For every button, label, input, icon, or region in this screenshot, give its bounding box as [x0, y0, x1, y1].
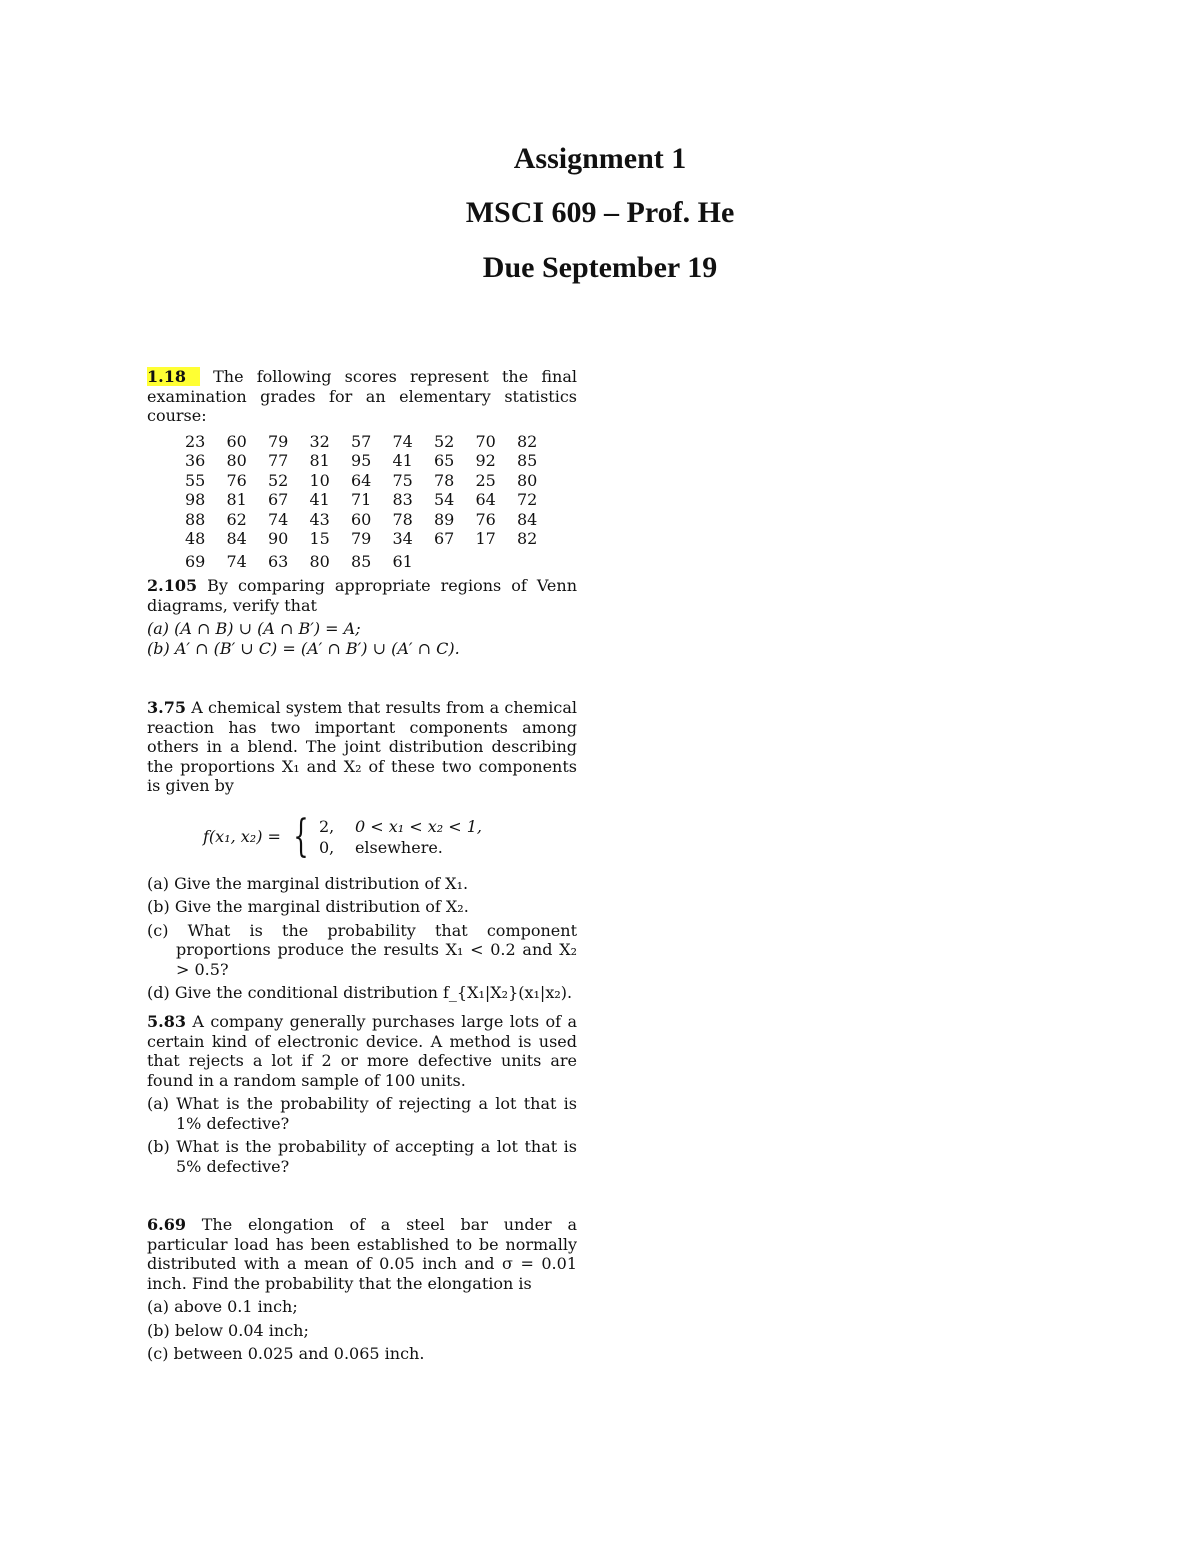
score-cell: 75	[392, 470, 413, 490]
part-a: (a) Give the marginal distribution of X₁.	[147, 873, 469, 893]
problem-text: The elongation of a steel bar under a particular load has been established to be normally distributed with a mean of 0.05 inch and σ = 0.01 inch. Find the probability that the elongation is	[147, 1215, 577, 1293]
score-cell: 89	[434, 509, 455, 529]
score-cell: 65	[434, 451, 455, 470]
score-cell: 67	[434, 529, 455, 548]
brace-symbol: {	[293, 810, 309, 862]
score-cell: 80	[517, 470, 538, 490]
score-cell: 74	[268, 509, 289, 529]
score-row	[185, 510, 559, 530]
score-cell: 79	[268, 431, 289, 451]
due-date: Due September 19	[482, 251, 718, 284]
problem-number: 5.83	[147, 1012, 186, 1031]
formula-cases	[319, 816, 482, 858]
score-cell: 98	[185, 490, 206, 509]
score-row	[185, 549, 559, 572]
score-cell: 74	[226, 551, 247, 571]
problem-5-83	[147, 1012, 577, 1176]
score-row	[185, 451, 559, 471]
score-cell: 76	[475, 509, 496, 529]
score-cell: 60	[226, 431, 247, 451]
score-cell: 78	[434, 470, 455, 490]
score-cell: 78	[392, 509, 413, 529]
problem-text: By comparing appropriate regions of Venn diagrams, verify that	[147, 576, 577, 615]
part-b: (b) A′ ∩ (B′ ∪ C) = (A′ ∩ B′) ∪ (A′ ∩ C).	[147, 638, 460, 658]
problem-1-18	[147, 367, 577, 571]
part-d: (d) Give the conditional distribution f_{X₁|X₂}(x₁|x₂).	[147, 983, 573, 1002]
part-b: (b) Give the marginal distribution of X₂.	[147, 897, 469, 916]
score-cell: 84	[517, 509, 538, 529]
score-cell: 17	[475, 529, 496, 548]
score-cell: 64	[475, 490, 496, 509]
course-title: MSCI 609 – Prof. He	[465, 196, 735, 229]
score-cell: 92	[475, 451, 496, 470]
score-cell: 95	[351, 451, 372, 470]
score-cell: 10	[309, 470, 330, 490]
score-cell: 82	[517, 529, 538, 548]
case-2	[319, 837, 482, 858]
score-cell: 84	[226, 529, 247, 548]
problem-number: 3.75	[147, 698, 186, 717]
score-cell: 70	[475, 431, 496, 451]
problem-number: 1.18	[147, 367, 200, 386]
score-cell: 54	[434, 490, 455, 509]
score-cell: 63	[268, 551, 289, 571]
formula-lhs: f(x₁, x₂) =	[203, 826, 281, 846]
score-row	[185, 432, 559, 452]
score-cell: 61	[392, 551, 413, 571]
score-cell: 23	[185, 431, 206, 451]
problem-text: The following scores represent the final examination grades for an elementary statistics course:	[147, 367, 577, 425]
problem-3-75	[147, 698, 577, 1003]
score-cell: 48	[185, 529, 206, 548]
score-cell: 80	[226, 451, 247, 470]
score-cell: 60	[351, 509, 372, 529]
score-cell: 25	[475, 470, 496, 490]
assignment-title: Assignment 1	[513, 142, 687, 175]
score-cell: 81	[226, 490, 247, 509]
score-cell: 52	[268, 470, 289, 490]
score-cell: 72	[517, 490, 538, 509]
score-cell: 32	[309, 431, 330, 451]
score-cell: 43	[309, 509, 330, 529]
score-cell: 55	[185, 470, 206, 490]
score-cell: 41	[392, 451, 413, 470]
case-1-value: 2,	[318, 816, 335, 836]
case-1	[319, 816, 482, 837]
part-b: (b) below 0.04 inch;	[147, 1320, 309, 1340]
problem-6-69-statement	[147, 1215, 577, 1293]
score-cell: 80	[309, 551, 330, 571]
score-cell: 67	[268, 490, 289, 509]
score-cell: 34	[392, 529, 413, 548]
score-row	[185, 529, 559, 549]
score-cell: 15	[309, 529, 330, 548]
score-cell: 64	[351, 470, 372, 490]
score-row	[185, 471, 559, 491]
score-cell: 52	[434, 431, 455, 451]
problem-number: 6.69	[147, 1215, 186, 1234]
scores-table	[185, 432, 559, 572]
part-a: (a) (A ∩ B) ∪ (A ∩ B′) = A;	[147, 619, 361, 638]
part-b: (b) What is the probability of accepting a lot that is 5% defective?	[147, 1137, 577, 1176]
score-cell: 36	[185, 451, 206, 470]
problem-5-83-statement	[147, 1012, 577, 1090]
score-cell: 74	[392, 431, 413, 451]
score-cell: 76	[226, 470, 247, 490]
score-cell: 88	[185, 509, 206, 529]
part-c: (c) What is the probability that component proportions produce the results X₁ < 0.2 and X₂ > 0.5?	[147, 920, 577, 979]
problem-2-105	[147, 576, 577, 658]
score-cell: 85	[351, 551, 372, 571]
score-cell: 79	[351, 529, 372, 548]
case-2-condition: elsewhere.	[354, 837, 443, 857]
problem-3-75-statement	[147, 698, 577, 796]
part-c: (c) between 0.025 and 0.065 inch.	[147, 1344, 425, 1363]
score-cell: 77	[268, 451, 289, 470]
score-cell: 69	[185, 551, 206, 571]
problem-text: A chemical system that results from a chemical reaction has two important components among others in a blend. The joint distribution describing the proportions X₁ and X₂ of these two components is given by	[147, 698, 577, 795]
part-a: (a) What is the probability of rejecting a lot that is 1% defective?	[147, 1094, 577, 1133]
score-cell: 62	[226, 509, 247, 529]
score-cell: 71	[351, 490, 372, 509]
score-cell: 85	[517, 451, 538, 470]
joint-density-formula	[203, 810, 577, 862]
problem-text: A company generally purchases large lots of a certain kind of electronic device. A method is used that rejects a lot if 2 or more defective units are found in a random sample of 100 units.	[147, 1012, 577, 1090]
score-cell: 83	[392, 490, 413, 509]
problem-number: 2.105	[147, 576, 198, 595]
part-a: (a) above 0.1 inch;	[147, 1297, 298, 1316]
score-cell: 90	[268, 529, 289, 548]
problem-6-69	[147, 1215, 577, 1364]
problem-2-105-statement	[147, 576, 577, 615]
score-cell: 81	[309, 451, 330, 470]
problem-1-18-statement	[147, 367, 577, 426]
score-cell: 82	[517, 431, 538, 451]
score-cell: 57	[351, 431, 372, 451]
case-2-value: 0,	[318, 837, 335, 857]
score-row	[185, 490, 559, 510]
score-cell: 41	[309, 490, 330, 509]
case-1-condition: 0 < x₁ < x₂ < 1,	[354, 816, 483, 836]
